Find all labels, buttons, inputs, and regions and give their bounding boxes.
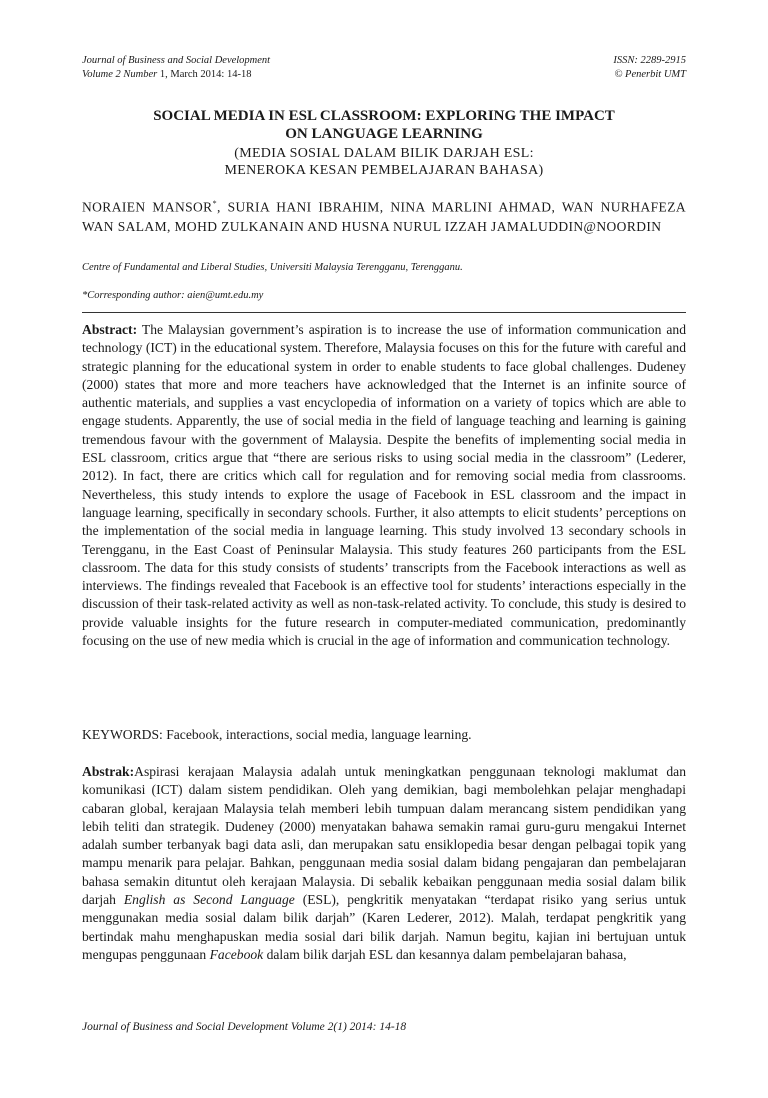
volume-rest: 1, March 2014: 14-18 — [159, 69, 252, 80]
title-line-1: SOCIAL MEDIA IN ESL CLASSROOM: EXPLORING THE IMPACT — [153, 108, 615, 124]
corresponding-author: *Corresponding author: aien@umt.edu.my — [82, 290, 264, 301]
publisher: © Penerbit UMT — [614, 69, 686, 80]
first-author: NORAIEN MANSOR — [82, 199, 213, 215]
abstrak-text-3: dalam bilik darjah ESL dan kesannya dalam pembelajaran bahasa, — [263, 946, 627, 962]
issn: ISSN: 2289-2915 — [613, 55, 686, 66]
header-left — [82, 54, 270, 82]
abstrak-text-1: Aspirasi kerajaan Malaysia adalah untuk meningkatkan penggunaan teknologi maklumat dan komunikasi (ICT) dalam sistem pendidikan. Oleh yang demikian, bagi membolehkan pelajar menghadapi cabaran global, kerajaan Malaysia telah memberi lebih tumpuan dalam merancang sistem pendidikan yang lebih teliti dan strategik. Dudeney (2000) menyatakan bahawa semakin ramai guru-guru mengakui Internet adalah sumber terbanyak bagi data asli, dan merupakan satu ensiklopedia besar dengan pelbagai topik yang mampu menarik para pelajar. Bahkan, penggunaan media sosial dalam bidang pengajaran dan pembelajaran bahasa semakin dituntut oleh kerajaan Malaysia. Di sebalik kebaikan penggunaan media sosial dalam bilik darjah — [82, 764, 686, 908]
paper-title — [82, 107, 686, 143]
subtitle-line-2: MENEROKA KESAN PEMBELAJARAN BAHASA) — [224, 163, 544, 178]
abstrak-italic-2: Facebook — [209, 946, 264, 962]
abstract-label: Abstract: — [82, 322, 138, 337]
keywords: KEYWORDS: Facebook, interactions, social media, language learning. — [82, 727, 472, 742]
author-list — [82, 194, 686, 236]
other-authors: , SURIA HANI IBRAHIM, NINA MARLINI AHMAD, WAN NURHAFEZA WAN SALAM, MOHD ZULKANAIN AND HUSNA NURUL IZZAH JAMALUDDIN@NOORDIN — [82, 199, 686, 234]
subtitle-line-1: (MEDIA SOSIAL DALAM BILIK DARJAH ESL: — [234, 146, 534, 161]
volume-prefix: Volume 2 Number — [82, 69, 158, 80]
divider-line — [82, 312, 686, 313]
abstract-english — [82, 321, 686, 650]
corresponding-star: * — [212, 199, 217, 208]
abstract-malay — [82, 763, 686, 964]
journal-name: Journal of Business and Social Development — [82, 55, 271, 66]
volume-line — [82, 68, 270, 82]
title-line-2: ON LANGUAGE LEARNING — [285, 126, 483, 142]
header-right — [613, 54, 686, 82]
abstrak-label: Abstrak: — [82, 764, 135, 779]
abstrak-text-2: (ESL), pengkritik menyatakan “terdapat risiko yang serius untuk menggunakan media sosial dalam bilik darjah” (Karen Lederer, 2012). Malah, terdapat pengkritik yang bertindak mahu menghapuskan media sosial dari bilik darjah. Namun begitu, kajian ini bertujuan untuk mengupas penggunaan — [82, 892, 686, 962]
paper-subtitle — [82, 145, 686, 179]
abstract-text: The Malaysian government’s aspiration is to increase the use of information communication and technology (ICT) in the educational system. Therefore, Malaysia focuses on this for the future with careful and strategic planning for the educational system in order to enable students to face global challenges. Dudeney (2000) states that more and more teachers have acknowledged that the Internet is an infinite source of authentic materials, and supplies a vast encyclopedia of information on a variety of topics which are able to engage students. Apparently, the use of social media in the field of language teaching and learning is gaining tremendous favour with the government of Malaysia. Despite the benefits of implementing social media in ESL classroom, critics argue that “there are serious risks to using social media in the classroom” (Lederer, 2012). In fact, there are critics which call for regulation and for removing social media from classrooms. Nevertheless, this study intends to explore the usage of Facebook in ESL classroom and the impact in language learning, specifically in secondary schools. Further, it also attempts to elicit students’ perceptions on the implementation of the social media in language learning. This study involved 13 secondary schools in Terengganu, in the East Coast of Peninsular Malaysia. This study features 260 participants from the ESL classroom. The data for this study consists of students’ transcripts from the Facebook interactions as well as interviews. The findings revealed that Facebook is an effective tool for students’ interactions especially in the discussion of their task-related activity as well as non-task-related activity. To conclude, this study is desired to provide valuable insights for the future research in computer-mediated communication, predominantly focusing on the use of new media which is crucial in the age of information and communication technology. — [82, 322, 687, 649]
running-footer: Journal of Business and Social Development Volume 2(1) 2014: 14-18 — [82, 1021, 407, 1033]
affiliation: Centre of Fundamental and Liberal Studies, Universiti Malaysia Terengganu, Terengganu. — [82, 262, 463, 273]
abstrak-italic-1: English as Second Language — [123, 892, 295, 908]
